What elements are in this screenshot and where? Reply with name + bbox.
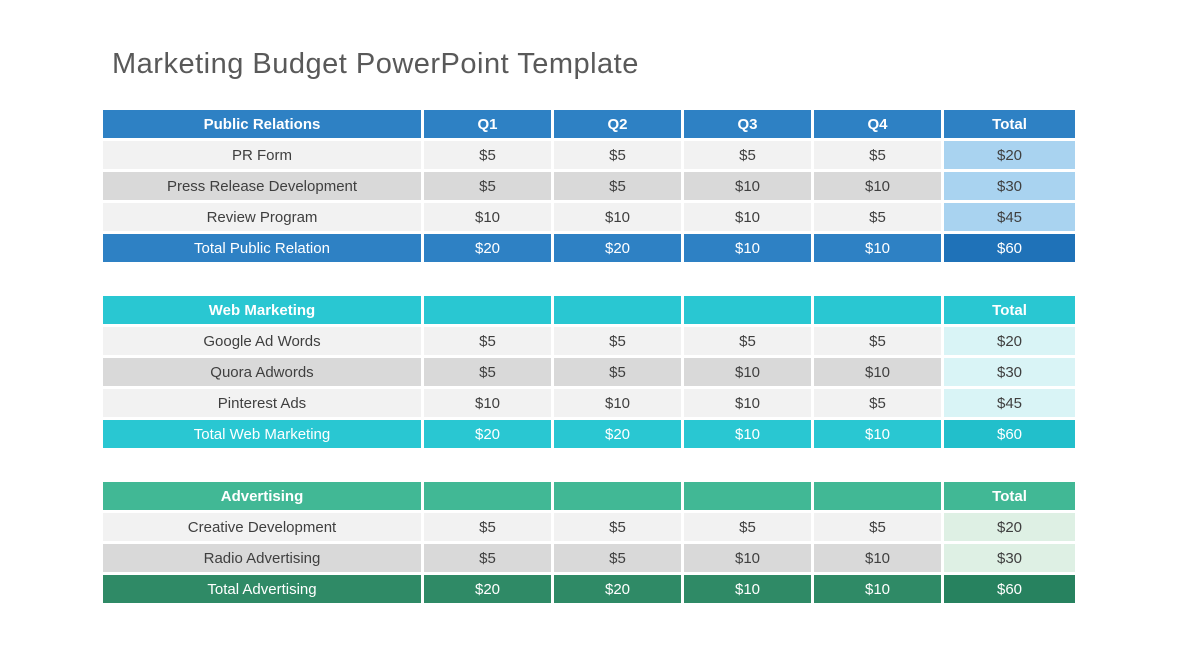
row-label-cell: Press Release Development	[103, 172, 421, 200]
table-header-title: Web Marketing	[103, 296, 421, 324]
total-row-value-cell: $10	[684, 420, 811, 448]
table-public-relations	[103, 110, 1075, 262]
row-value-cell: $5	[554, 358, 681, 386]
row-value-cell: $10	[814, 358, 941, 386]
total-row-value-cell: $10	[814, 234, 941, 262]
row-label-cell: Quora Adwords	[103, 358, 421, 386]
row-label-cell: PR Form	[103, 141, 421, 169]
total-row-value-cell: $20	[424, 234, 551, 262]
total-row-value-cell: $60	[944, 234, 1075, 262]
row-value-cell: $5	[814, 389, 941, 417]
row-value-cell: $10	[554, 389, 681, 417]
row-value-cell: $5	[684, 141, 811, 169]
row-value-cell: $10	[554, 203, 681, 231]
row-label-cell: Creative Development	[103, 513, 421, 541]
row-value-cell: $5	[814, 203, 941, 231]
total-row-label-cell: Total Public Relation	[103, 234, 421, 262]
row-value-cell: $10	[424, 203, 551, 231]
row-value-cell: $10	[684, 389, 811, 417]
row-value-cell: $10	[684, 172, 811, 200]
row-label-cell: Radio Advertising	[103, 544, 421, 572]
row-value-cell: $5	[814, 327, 941, 355]
row-label-cell: Google Ad Words	[103, 327, 421, 355]
total-row-value-cell: $60	[944, 420, 1075, 448]
row-value-cell: $45	[944, 203, 1075, 231]
row-value-cell: $30	[944, 172, 1075, 200]
row-value-cell: $30	[944, 358, 1075, 386]
total-row-value-cell: $10	[684, 575, 811, 603]
table-header-cell	[814, 482, 941, 510]
row-value-cell: $30	[944, 544, 1075, 572]
row-value-cell: $10	[814, 544, 941, 572]
row-value-cell: $5	[814, 513, 941, 541]
row-value-cell: $5	[684, 327, 811, 355]
total-row-label-cell: Total Advertising	[103, 575, 421, 603]
table-header-cell	[424, 482, 551, 510]
row-value-cell: $10	[684, 358, 811, 386]
row-value-cell: $5	[424, 172, 551, 200]
row-value-cell: $5	[814, 141, 941, 169]
total-row-value-cell: $20	[554, 234, 681, 262]
total-row-value-cell: $20	[554, 420, 681, 448]
table-header-cell	[814, 296, 941, 324]
table-header-cell	[684, 296, 811, 324]
table-header-cell	[424, 296, 551, 324]
total-row-value-cell: $10	[684, 234, 811, 262]
table-header-cell: Q2	[554, 110, 681, 138]
row-value-cell: $5	[424, 141, 551, 169]
page-title: Marketing Budget PowerPoint Template	[112, 48, 639, 80]
table-header-cell: Total	[944, 110, 1075, 138]
total-row-value-cell: $10	[814, 420, 941, 448]
row-value-cell: $5	[424, 327, 551, 355]
table-header-title: Public Relations	[103, 110, 421, 138]
table-header-cell: Q3	[684, 110, 811, 138]
row-value-cell: $5	[554, 141, 681, 169]
row-value-cell: $10	[684, 203, 811, 231]
row-value-cell: $5	[424, 544, 551, 572]
total-row-value-cell: $60	[944, 575, 1075, 603]
row-value-cell: $20	[944, 327, 1075, 355]
row-label-cell: Review Program	[103, 203, 421, 231]
row-value-cell: $45	[944, 389, 1075, 417]
table-header-cell	[554, 296, 681, 324]
row-value-cell: $20	[944, 141, 1075, 169]
table-header-cell: Total	[944, 296, 1075, 324]
row-value-cell: $5	[424, 358, 551, 386]
row-value-cell: $5	[554, 172, 681, 200]
total-row-label-cell: Total Web Marketing	[103, 420, 421, 448]
row-label-cell: Pinterest Ads	[103, 389, 421, 417]
table-header-cell: Q4	[814, 110, 941, 138]
table-web-marketing	[103, 296, 1075, 448]
table-header-cell: Total	[944, 482, 1075, 510]
total-row-value-cell: $20	[424, 575, 551, 603]
row-value-cell: $5	[424, 513, 551, 541]
row-value-cell: $5	[684, 513, 811, 541]
table-header-title: Advertising	[103, 482, 421, 510]
row-value-cell: $5	[554, 544, 681, 572]
table-header-cell	[554, 482, 681, 510]
row-value-cell: $5	[554, 513, 681, 541]
row-value-cell: $10	[814, 172, 941, 200]
total-row-value-cell: $10	[814, 575, 941, 603]
table-advertising	[103, 482, 1075, 603]
total-row-value-cell: $20	[424, 420, 551, 448]
total-row-value-cell: $20	[554, 575, 681, 603]
table-header-cell: Q1	[424, 110, 551, 138]
table-header-cell	[684, 482, 811, 510]
row-value-cell: $5	[554, 327, 681, 355]
row-value-cell: $10	[424, 389, 551, 417]
row-value-cell: $10	[684, 544, 811, 572]
row-value-cell: $20	[944, 513, 1075, 541]
